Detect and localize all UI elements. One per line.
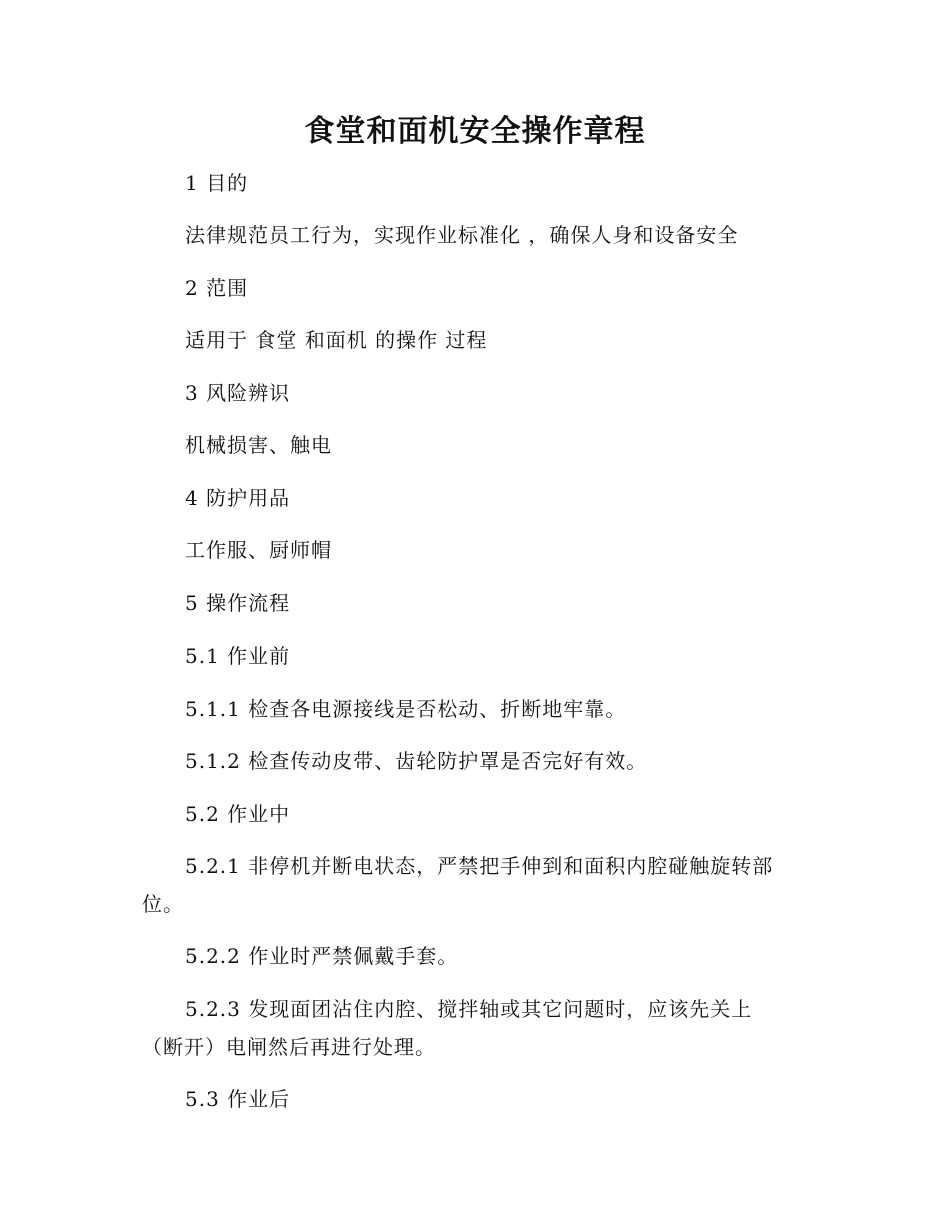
section-heading-risk: 3 风险辨识 [185,381,291,405]
section-heading-purpose: 1 目的 [185,171,249,195]
item-5-2-3-continued: （断开）电闸然后再进行处理。 [142,1035,436,1059]
item-5-1-1: 5.1.1 检查各电源接线是否松动、折断地牢靠。 [185,697,627,721]
item-5-2-2: 5.2.2 作业时严禁佩戴手套。 [185,944,459,968]
subsection-after-work: 5.3 作业后 [185,1087,291,1111]
item-5-2-3: 5.2.3 发现面团沾住内腔、搅拌轴或其它问题时，应该先关上 [185,997,753,1021]
document-title: 食堂和面机安全操作章程 [304,114,646,149]
item-5-1-2: 5.1.2 检查传动皮带、齿轮防护罩是否完好有效。 [185,749,648,773]
item-5-2-1-continued: 位。 [142,892,184,916]
paragraph-scope: 适用于 食堂 和面机 的操作 过程 [185,328,488,352]
item-5-2-1: 5.2.1 非停机并断电状态，严禁把手伸到和面积内腔碰触旋转部 [185,854,774,878]
section-heading-procedure: 5 操作流程 [185,591,291,615]
subsection-before-work: 5.1 作业前 [185,644,291,668]
section-heading-protective-gear: 4 防护用品 [185,486,291,510]
section-heading-scope: 2 范围 [185,276,249,300]
paragraph-purpose: 法律规范员工行为，实现作业标准化 ，确保人身和设备安全 [185,223,739,247]
paragraph-protective-gear: 工作服、厨师帽 [185,538,332,562]
paragraph-risk: 机械损害、触电 [185,433,332,457]
subsection-during-work: 5.2 作业中 [185,802,291,826]
